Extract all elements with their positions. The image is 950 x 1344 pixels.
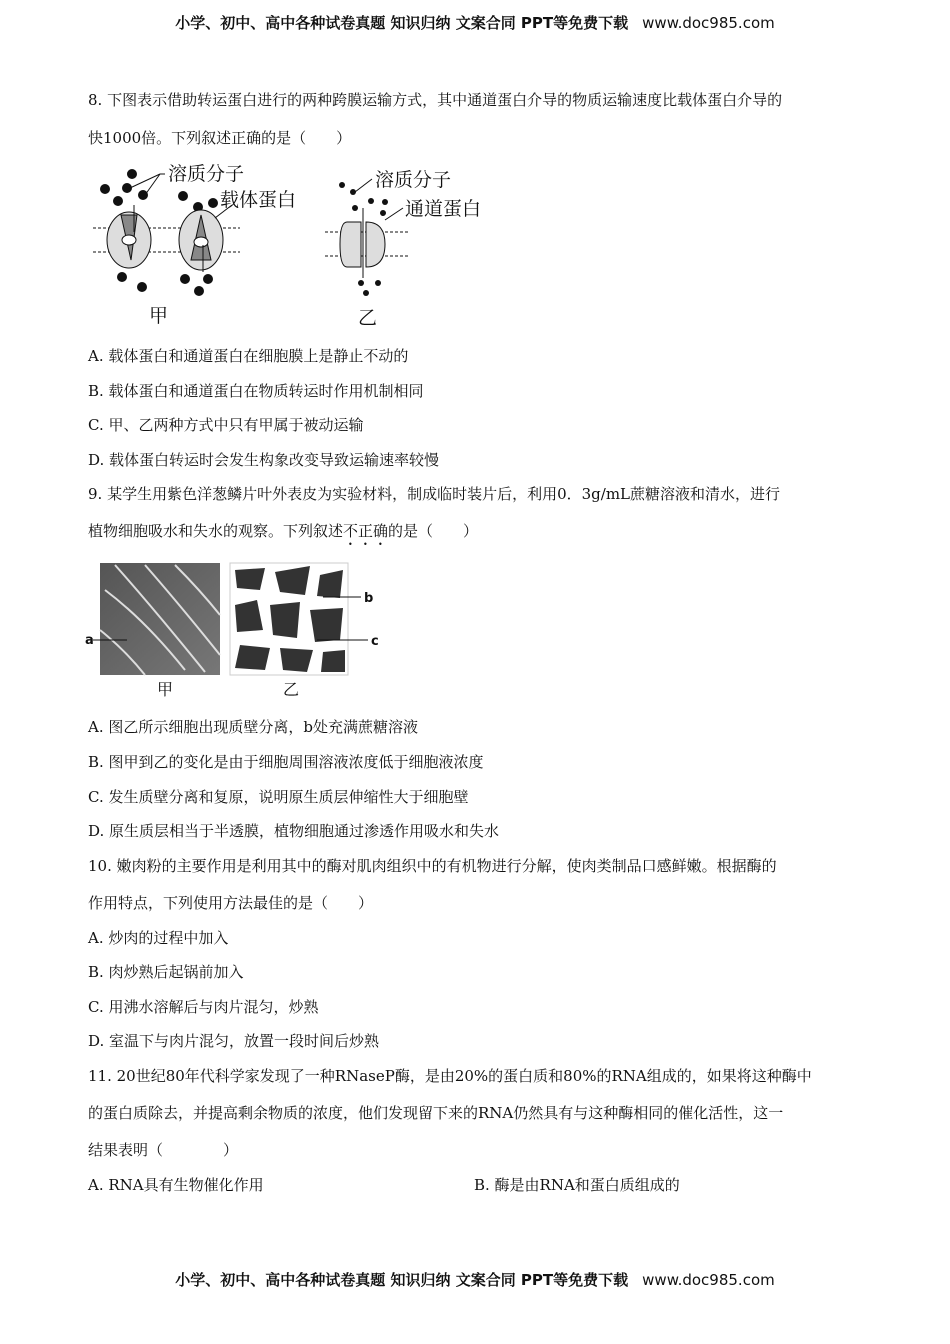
q11-option-b[interactable]: B. 酶是由RNA和蛋白质组成的 [474,1176,680,1194]
q9-figure [85,560,385,702]
q11-line2: 的蛋白质除去，并提高剩余物质的浓度，他们发现留下来的RNA仍然具有与这种酶相同的催化活性，这一 [88,1104,784,1122]
figure-label-yi: 乙 [283,680,300,699]
label-a: a [85,633,94,648]
q11-option-a[interactable]: A. RNA具有生物催化作用 [88,1176,264,1194]
footer-title: 小学、初中、高中各种试卷真题 知识归纳 文案合同 PPT等免费下载 [175,1271,629,1289]
q8-line2: 快1000倍。下列叙述正确的是（ ） [88,129,352,147]
footer-url[interactable]: www.doc985.com [642,1271,775,1289]
q10-option-a[interactable]: A. 炒肉的过程中加入 [88,929,229,947]
header-url[interactable]: www.doc985.com [642,14,775,32]
q9-emphasis: 不正确 [343,522,389,540]
header-title: 小学、初中、高中各种试卷真题 知识归纳 文案合同 PPT等免费下载 [175,14,629,32]
q9-line1: 9. 某学生用紫色洋葱鳞片叶外表皮为实验材料，制成临时装片后，利用0．3g/mL蔗糖溶液和清水，进行 [88,485,781,503]
page-header [0,12,950,33]
q9-line2-a: 植物细胞吸水和失水的观察。下列叙述 [88,522,344,540]
q10-option-d[interactable]: D. 室温下与肉片混匀，放置一段时间后炒熟 [88,1032,380,1050]
q9-line2 [88,521,478,549]
q8-option-b[interactable]: B. 载体蛋白和通道蛋白在物质转运时作用机制相同 [88,382,424,400]
q8-line1: 8. 下图表示借助转运蛋白进行的两种跨膜运输方式，其中通道蛋白介导的物质运输速度比载体蛋白介导的 [88,91,783,109]
q9-option-b[interactable]: B. 图甲到乙的变化是由于细胞周围溶液浓度低于细胞液浓度 [88,753,484,771]
q8-option-d[interactable]: D. 载体蛋白转运时会发生构象改变导致运输速率较慢 [88,451,440,469]
q10-option-c[interactable]: C. 用沸水溶解后与肉片混匀，炒熟 [88,998,319,1016]
q8-figure [85,160,505,330]
solute-label-a: 溶质分子 [168,163,245,185]
q11-line3: 结果表明（ ） [88,1141,239,1159]
q11-line1: 11. 20世纪80年代科学家发现了一种RNaseP酶，是由20%的蛋白质和80%的RNA组成的，如果将这种酶中 [88,1067,812,1085]
q9-line2-c: 的是（ ） [388,522,479,540]
carrier-protein-label: 载体蛋白 [220,189,297,211]
channel-protein-label: 通道蛋白 [405,198,482,220]
q8-option-c[interactable]: C. 甲、乙两种方式中只有甲属于被动运输 [88,416,364,434]
figure-label-jia: 甲 [157,680,174,699]
q9-option-d[interactable]: D. 原生质层相当于半透膜，植物细胞通过渗透作用吸水和失水 [88,822,500,840]
q9-option-c[interactable]: C. 发生质壁分离和复原，说明原生质层伸缩性大于细胞壁 [88,788,469,806]
figure-label-yi: 乙 [358,307,378,329]
label-c: c [371,634,379,649]
label-b: b [364,591,374,606]
solute-label-b: 溶质分子 [375,169,452,191]
q10-option-b[interactable]: B. 肉炒熟后起锅前加入 [88,963,244,981]
q9-option-a[interactable]: A. 图乙所示细胞出现质壁分离，b处充满蔗糖溶液 [88,718,418,736]
q8-option-a[interactable]: A. 载体蛋白和通道蛋白在细胞膜上是静止不动的 [88,347,409,365]
figure-label-jia: 甲 [149,305,169,327]
q10-line1: 10. 嫩肉粉的主要作用是利用其中的酶对肌肉组织中的有机物进行分解，使肉类制品口感鲜嫩。根据酶的 [88,857,777,875]
page-footer [0,1269,950,1290]
q10-line2: 作用特点，下列使用方法最佳的是（ ） [88,894,374,912]
